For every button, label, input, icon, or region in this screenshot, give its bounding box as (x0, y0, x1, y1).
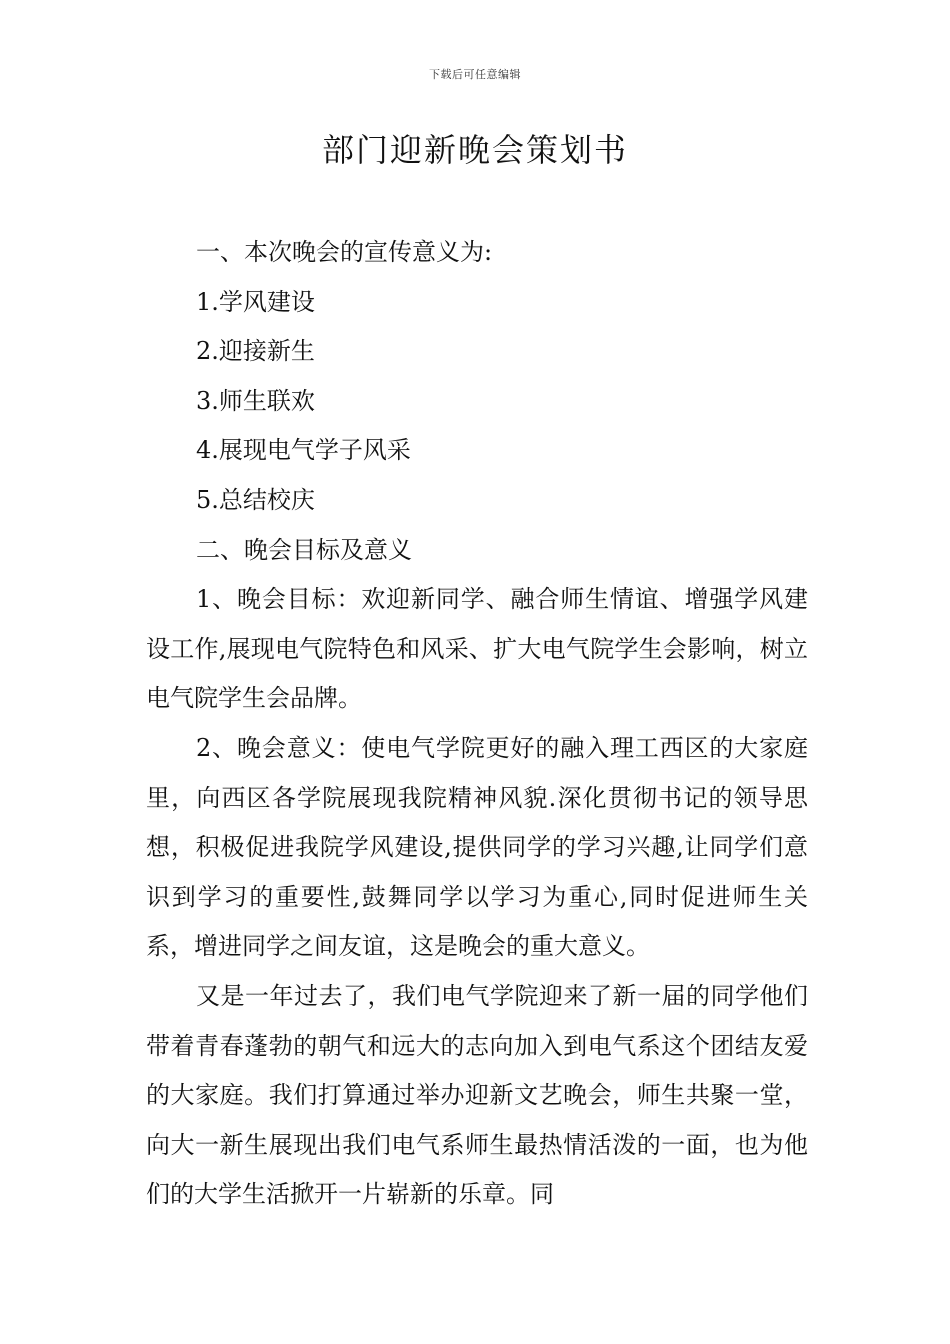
list-item: 4.展现电气学子风采 (196, 436, 411, 465)
section-heading-1: 一、本次晚会的宣传意义为: (196, 238, 493, 266)
section-heading-2: 二、晚会目标及意义 (196, 535, 412, 564)
list-item: 3.师生联欢 (196, 386, 315, 415)
list-item: 5.总结校庆 (196, 485, 315, 514)
paragraph-goal: 1、晚会目标：欢迎新同学、融合师生情谊、增强学风建设工作,展现电气院特色和风采、扩大电气院学生会影响，树立电气院学生会品牌。 (146, 585, 808, 713)
paragraph-significance: 2、晚会意义：使电气学院更好的融入理工西区的大家庭里，向西区各学院展现我院精神风貌.深化贯彻书记的领导思想，积极促进我院学风建设,提供同学的学习兴趣,让同学们意识到学习的重要性,鼓舞同学以学习为重心,同时促进师生关系，增进同学之间友谊，这是晚会的重大意义。 (146, 733, 808, 961)
list-item: 2.迎接新生 (196, 337, 315, 366)
document-title: 部门迎新晚会策划书 (321, 131, 628, 169)
document-body (146, 228, 808, 1220)
paragraph-intro: 又是一年过去了，我们电气学院迎来了新一届的同学他们带着青春蓬勃的朝气和远大的志向加入到电气系这个团结友爱的大家庭。我们打算通过举办迎新文艺晚会，师生共聚一堂，向大一新生展现出我们电气系师生最热情活泼的一面，也为他们的大学生活掀开一片崭新的乐章。同 (146, 981, 808, 1209)
list-item: 1.学风建设 (196, 287, 315, 316)
header-note: 下载后可任意编辑 (429, 68, 521, 81)
